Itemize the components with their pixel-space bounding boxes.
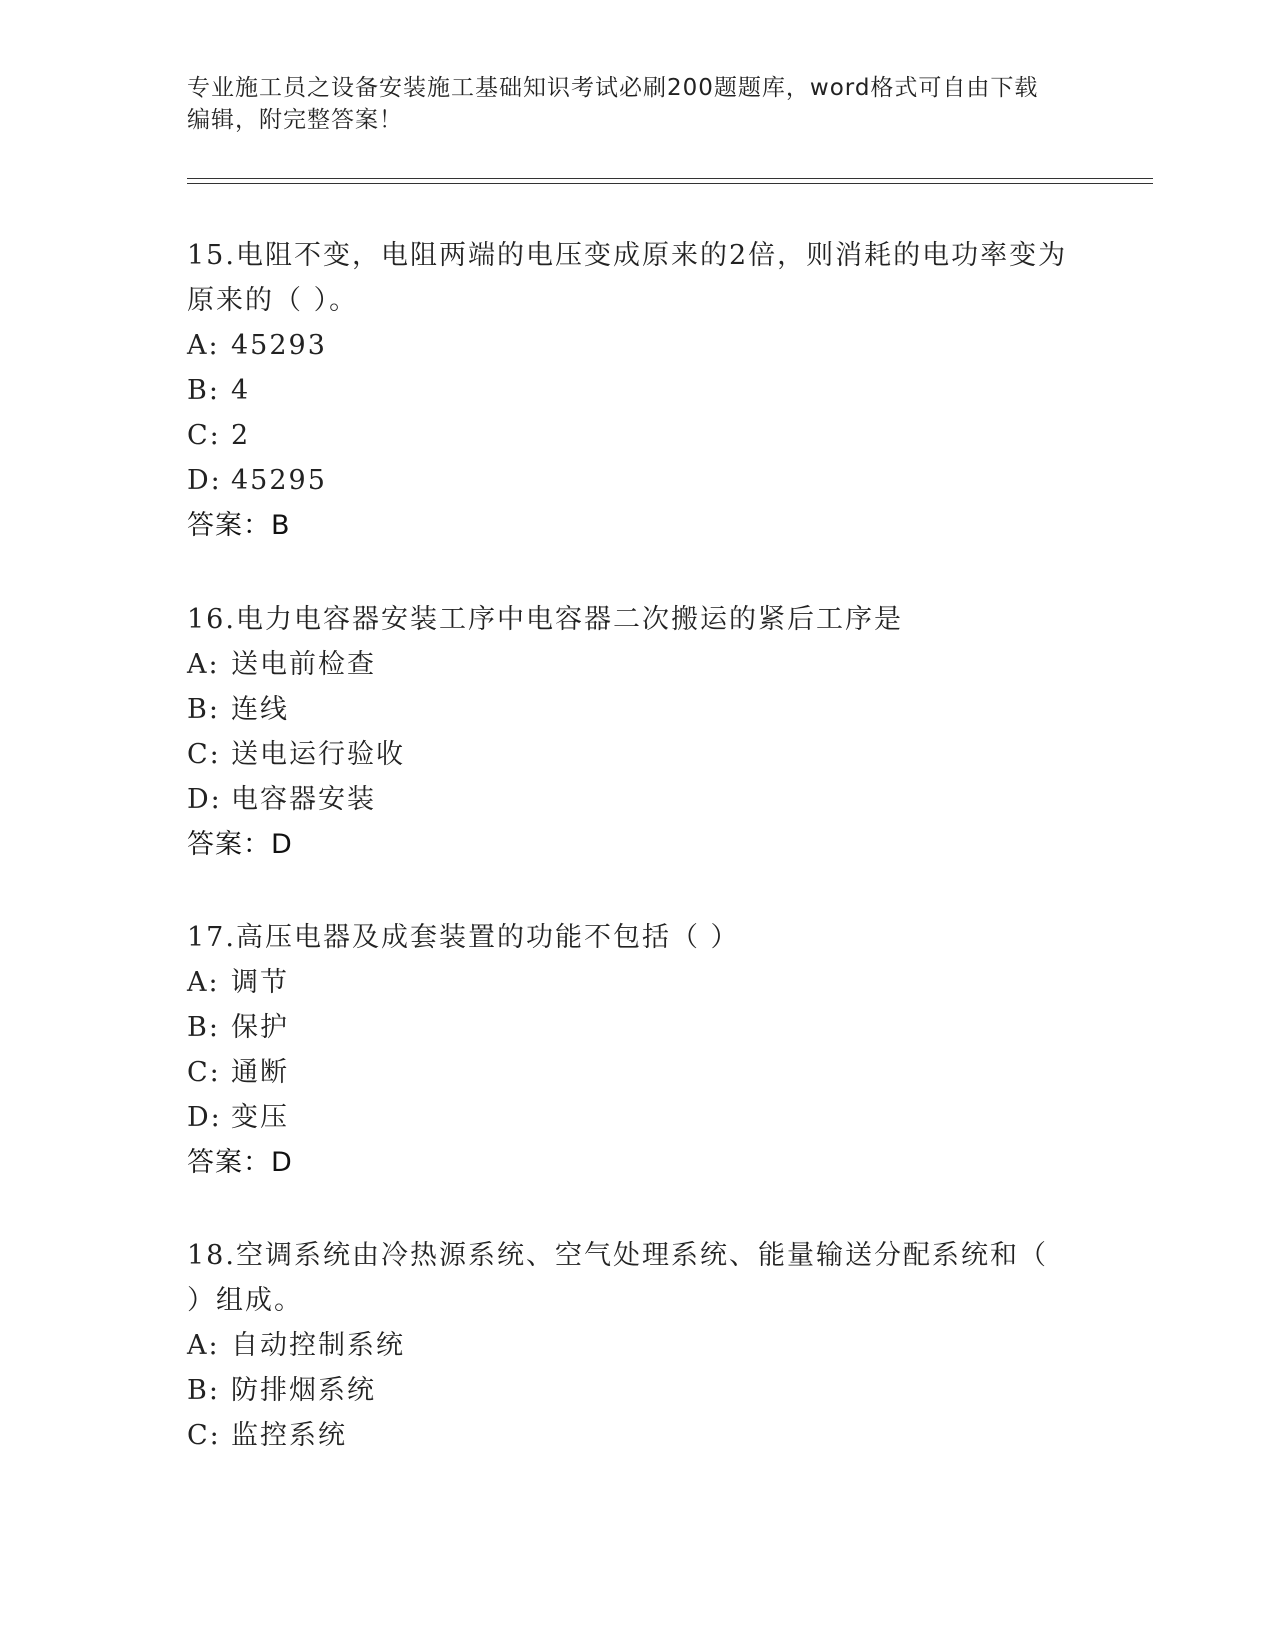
option-text: 监控系统: [231, 1420, 347, 1451]
option-key: B:: [187, 694, 220, 725]
option-text: 保护: [231, 1012, 289, 1043]
option-text: 防排烟系统: [231, 1375, 376, 1406]
option-b: [187, 1005, 1087, 1050]
answer-line: 答案：D: [187, 829, 293, 860]
option-text: 送电运行验收: [231, 739, 405, 770]
option-key: B:: [187, 375, 220, 406]
option-c: [187, 413, 1087, 458]
option-c: [187, 1413, 1087, 1458]
question-stem: 18.空调系统由冷热源系统、空气处理系统、能量输送分配系统和（ ）组成。: [187, 1240, 1048, 1316]
option-b: [187, 1368, 1087, 1413]
question-15: [187, 233, 1087, 548]
option-text: 45295: [231, 465, 327, 496]
option-text: 2: [231, 420, 251, 451]
answer-line: 答案：D: [187, 1147, 293, 1178]
option-key: A:: [187, 330, 220, 361]
option-text: 通断: [231, 1057, 289, 1088]
question-stem: 17.高压电器及成套装置的功能不包括（ ）: [187, 922, 740, 953]
option-text: 自动控制系统: [231, 1330, 405, 1361]
header-divider-top: [187, 178, 1153, 179]
option-key: C:: [187, 420, 221, 451]
option-a: [187, 960, 1087, 1005]
option-key: C:: [187, 1057, 221, 1088]
question-18: [187, 1233, 1087, 1458]
option-text: 45293: [231, 330, 327, 361]
option-key: C:: [187, 739, 221, 770]
option-a: [187, 642, 1087, 687]
option-key: C:: [187, 1420, 221, 1451]
option-d: [187, 458, 1087, 503]
option-key: D:: [187, 465, 222, 496]
option-key: B:: [187, 1012, 220, 1043]
option-c: [187, 732, 1087, 777]
question-17: [187, 915, 1087, 1185]
document-header: [187, 72, 1067, 136]
option-key: A:: [187, 649, 220, 680]
header-divider-bottom: [187, 183, 1153, 184]
option-text: 4: [231, 375, 251, 406]
option-a: [187, 323, 1087, 368]
question-stem: 16.电力电容器安装工序中电容器二次搬运的紧后工序是: [187, 604, 903, 635]
option-text: 电容器安装: [231, 784, 376, 815]
option-a: [187, 1323, 1087, 1368]
question-16: [187, 597, 1087, 867]
question-stem: 15.电阻不变，电阻两端的电压变成原来的2倍，则消耗的电功率变为 原来的（ ）。: [187, 240, 1068, 316]
option-key: D:: [187, 784, 222, 815]
option-d: [187, 777, 1087, 822]
option-d: [187, 1095, 1087, 1140]
option-text: 送电前检查: [231, 649, 376, 680]
option-text: 变压: [231, 1102, 289, 1133]
option-text: 连线: [231, 694, 289, 725]
header-line-1: 专业施工员之设备安装施工基础知识考试必刷200题题库，word格式可自由下载: [187, 75, 1039, 101]
option-key: A:: [187, 967, 220, 998]
option-key: A:: [187, 1330, 220, 1361]
option-b: [187, 368, 1087, 413]
option-text: 调节: [231, 967, 289, 998]
option-c: [187, 1050, 1087, 1095]
header-line-2: 编辑，附完整答案！: [187, 107, 403, 133]
option-b: [187, 687, 1087, 732]
option-key: B:: [187, 1375, 220, 1406]
answer-line: 答案：B: [187, 510, 291, 541]
option-key: D:: [187, 1102, 222, 1133]
